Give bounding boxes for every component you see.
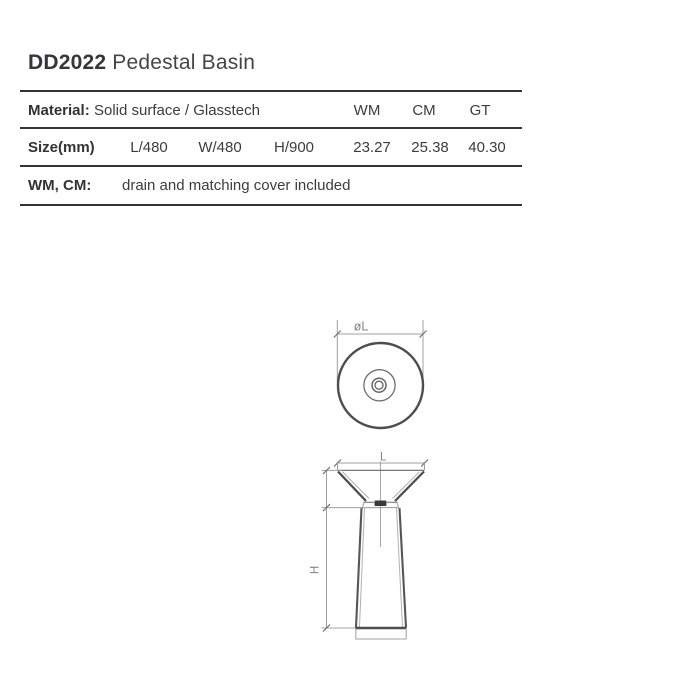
front-width-label: L bbox=[380, 451, 387, 464]
neck-joint-left bbox=[363, 503, 365, 508]
cone-inner-left bbox=[343, 472, 370, 499]
col-header-wm: WM bbox=[353, 102, 381, 119]
note-value: drain and matching cover included bbox=[122, 177, 351, 194]
size-width: W/480 bbox=[198, 139, 242, 156]
note-label: WM, CM: bbox=[28, 177, 92, 194]
drain-outer-circle bbox=[372, 378, 386, 392]
basin-outer-rim-circle bbox=[338, 343, 423, 428]
size-length: L/480 bbox=[130, 139, 168, 156]
material-label: Material: bbox=[28, 102, 90, 119]
material-value: Solid surface / Glasstech bbox=[94, 102, 260, 119]
cone-outer-right bbox=[395, 472, 424, 502]
product-model: DD2022 bbox=[28, 51, 107, 74]
drain-fitting bbox=[375, 501, 387, 507]
col-header-cm: CM bbox=[412, 102, 436, 119]
front-height-label: H bbox=[309, 565, 322, 575]
cone-inner-right bbox=[393, 472, 420, 499]
cone-outer-left bbox=[338, 472, 366, 502]
weight-cm: 25.38 bbox=[411, 139, 449, 156]
size-label: Size(mm) bbox=[28, 139, 95, 156]
top-view-drawing bbox=[334, 320, 427, 429]
size-height: H/900 bbox=[273, 139, 315, 156]
product-name: Pedestal Basin bbox=[112, 51, 256, 74]
col-header-gt: GT bbox=[469, 102, 491, 119]
front-view-drawing bbox=[310, 452, 429, 640]
drain-inner-circle bbox=[375, 381, 383, 389]
weight-gt: 40.30 bbox=[468, 139, 506, 156]
basin-bowl-circle bbox=[364, 370, 395, 401]
pedestal-outer-right bbox=[400, 508, 407, 628]
diameter-label: øL bbox=[353, 319, 369, 334]
weight-wm: 23.27 bbox=[353, 139, 391, 156]
neck-joint-right bbox=[397, 503, 399, 508]
